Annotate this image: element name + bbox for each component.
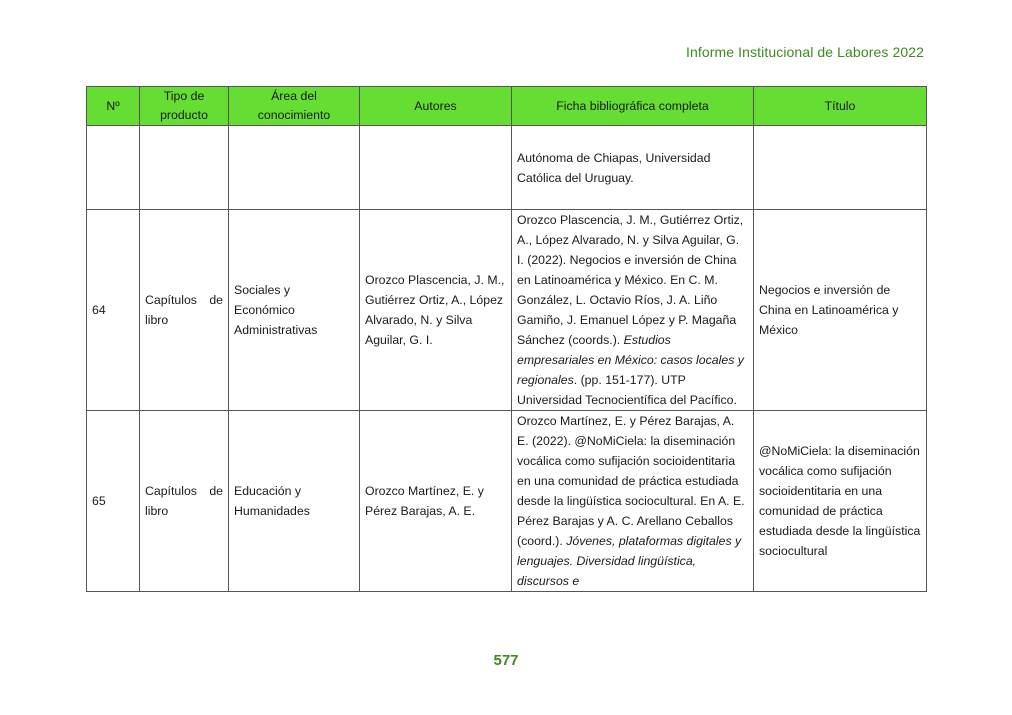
report-title: Informe Institucional de Labores 2022 bbox=[686, 44, 924, 60]
tipo-line bbox=[145, 290, 223, 310]
cell-tipo bbox=[140, 411, 229, 592]
table-header bbox=[87, 87, 927, 126]
ficha-text: Orozco Plascencia, J. M., Gutiérrez Ortiz, A., López Alvarado, N. y Silva Aguilar, G. I. (2022). Negocios e inversión de China en Latinoamérica y México. En C. M. González, L. Octavio Ríos, J. A. Liño Gamiño, J. Emanuel López y P. Magaña Sánchez (coords.). bbox=[517, 213, 744, 347]
cell-area: Sociales y Económico Administrativas bbox=[229, 210, 360, 411]
ficha-italic-title: Jóvenes, plataformas digitales y lenguajes. Diversidad lingüística, discursos e bbox=[517, 534, 742, 588]
column-header-tipo: Tipo de producto bbox=[140, 87, 229, 126]
table-row bbox=[87, 411, 927, 592]
tipo-word: Capítulos bbox=[145, 293, 197, 307]
tipo-word: libro bbox=[145, 313, 169, 327]
column-header-titulo: Título bbox=[754, 87, 927, 126]
bibliography-table bbox=[86, 86, 927, 592]
page-number: 577 bbox=[493, 652, 519, 669]
column-header-ficha: Ficha bibliográfica completa bbox=[512, 87, 754, 126]
cell-titulo: Negocios e inversión de China en Latinoamérica y México bbox=[754, 210, 927, 411]
cell-num bbox=[87, 126, 140, 210]
cell-ficha bbox=[512, 210, 754, 411]
cell-tipo bbox=[140, 210, 229, 411]
cell-ficha: Autónoma de Chiapas, Universidad Católica del Uruguay. bbox=[512, 126, 754, 210]
tipo-word: libro bbox=[145, 504, 169, 518]
column-header-area: Área del conocimiento bbox=[229, 87, 360, 126]
table-header-row bbox=[87, 87, 927, 126]
cell-ficha bbox=[512, 411, 754, 592]
ficha-text: Orozco Martínez, E. y Pérez Barajas, A. E. (2022). @NoMiCiela: la diseminación vocálica como sufijación socioidentitaria en una comunidad de práctica estudiada desde la lingüística sociocultural. En A. E. Pérez Barajas y A. C. Arellano Ceballos (coord.). bbox=[517, 414, 745, 548]
tipo-word: Capítulos bbox=[145, 484, 197, 498]
cell-num: 64 bbox=[87, 210, 140, 411]
cell-titulo bbox=[754, 126, 927, 210]
cell-autores: Orozco Plascencia, J. M., Gutiérrez Ortiz, A., López Alvarado, N. y Silva Aguilar, G. I. bbox=[360, 210, 512, 411]
tipo-line bbox=[145, 481, 223, 501]
column-header-autores: Autores bbox=[360, 87, 512, 126]
ficha-text: . (pp. 151-177). UTP Universidad Tecnocientífica del Pacífico. bbox=[517, 373, 737, 407]
column-header-num: Nº bbox=[87, 87, 140, 126]
cell-titulo: @NoMiCiela: la diseminación vocálica como sufijación socioidentitaria en una comunidad de práctica estudiada desde la lingüística sociocultural bbox=[754, 411, 927, 592]
cell-area bbox=[229, 126, 360, 210]
cell-tipo bbox=[140, 126, 229, 210]
tipo-word: de bbox=[209, 484, 223, 498]
cell-num: 65 bbox=[87, 411, 140, 592]
ficha-italic-title: Estudios empresariales en México: casos locales y regionales bbox=[517, 333, 744, 387]
cell-autores bbox=[360, 126, 512, 210]
cell-area: Educación y Humanidades bbox=[229, 411, 360, 592]
table-row bbox=[87, 126, 927, 210]
table-row bbox=[87, 210, 927, 411]
cell-autores: Orozco Martínez, E. y Pérez Barajas, A. E. bbox=[360, 411, 512, 592]
tipo-word: de bbox=[209, 293, 223, 307]
